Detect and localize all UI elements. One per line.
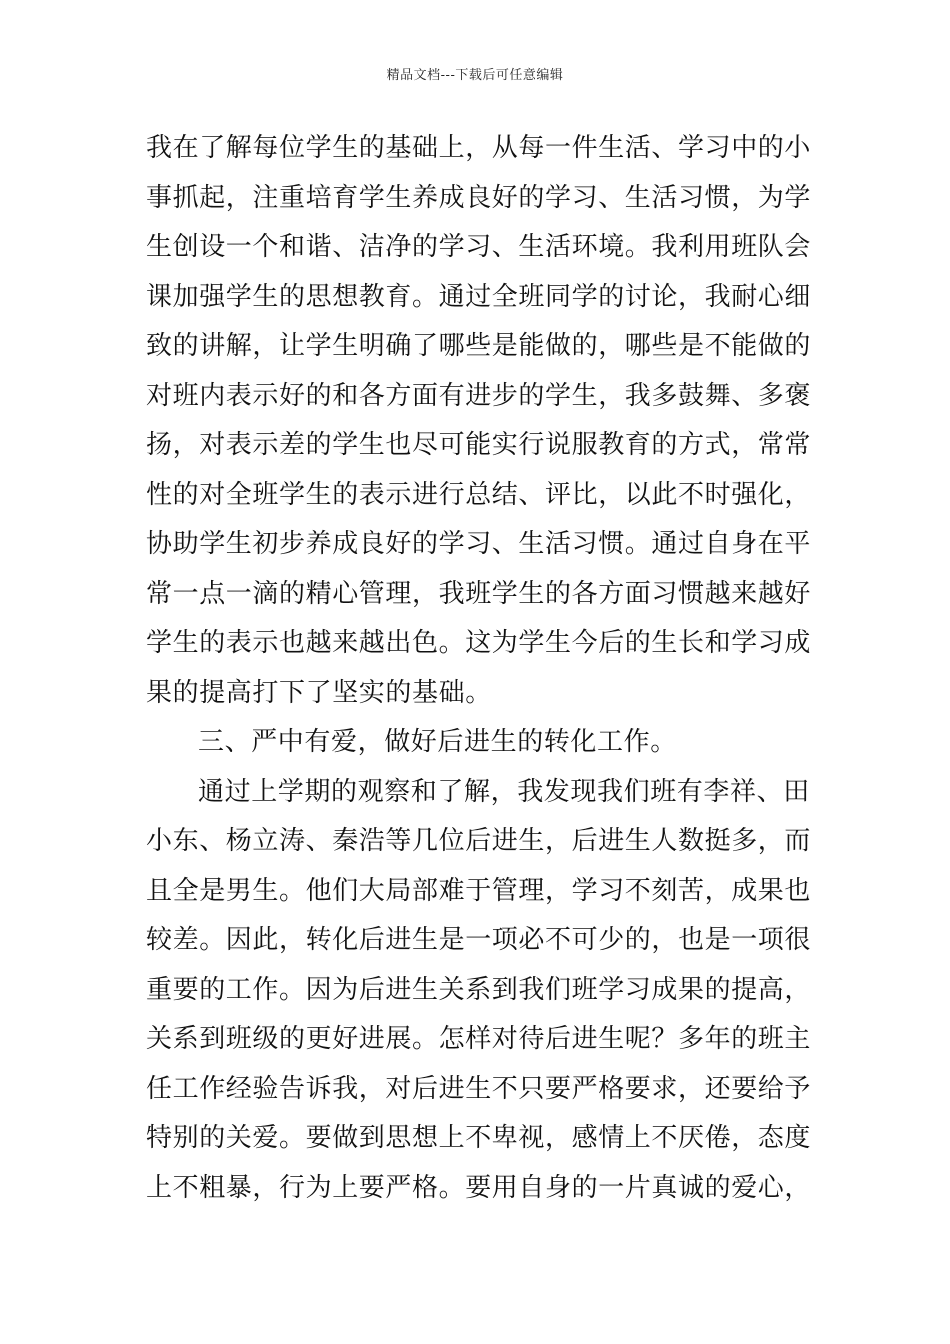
text-line: 生创设一个和谐、洁净的学习、生活环境。我利用班队会	[146, 232, 812, 262]
text-line: 事抓起，注重培育学生养成良好的学习、生活习惯，为学	[146, 182, 812, 213]
text-line: 且全是男生。他们大局部难于管理，学习不刻苦，成果也	[146, 875, 812, 906]
text-line: 致的讲解，让学生明确了哪些是能做的，哪些是不能做的	[146, 331, 812, 361]
section-heading: 三、严中有爱，做好后进生的转化工作。	[198, 727, 677, 757]
text-line: 关系到班级的更好进展。怎样对待后进生呢？多年的班主	[146, 1024, 812, 1054]
text-line: 学生的表示也越来越出色。这为学生今后的生长和学习成	[146, 628, 812, 658]
text-line: 课加强学生的思想教育。通过全班同学的讨论，我耐心细	[146, 281, 812, 312]
text-line: 较差。因此，转化后进生是一项必不可少的，也是一项很	[146, 925, 812, 955]
text-line: 果的提高打下了坚实的基础。	[146, 677, 492, 708]
text-line: 扬，对表示差的学生也尽可能实行说服教育的方式，常常	[146, 430, 812, 460]
text-line: 我在了解每位学生的基础上，从每一件生活、学习中的小	[146, 133, 812, 163]
text-line: 任工作经验告诉我，对后进生不只要严格要求，还要给予	[146, 1073, 812, 1104]
text-line: 小东、杨立涛、秦浩等几位后进生，后进生人数挺多，而	[146, 826, 812, 856]
text-line: 重要的工作。因为后进生关系到我们班学习成果的提高，	[146, 974, 812, 1005]
text-line: 对班内表示好的和各方面有进步的学生，我多鼓舞、多褒	[146, 380, 812, 411]
page-header: 精品文档---下载后可任意编辑	[386, 68, 564, 83]
text-line: 常一点一滴的精心管理，我班学生的各方面习惯越来越好	[146, 578, 812, 609]
text-line: 上不粗暴，行为上要严格。要用自身的一片真诚的爱心，	[146, 1172, 812, 1203]
body-text	[146, 124, 816, 1213]
text-line: 性的对全班学生的表示进行总结、评比，以此不时强化，	[146, 479, 812, 510]
paragraph-first-line: 通过上学期的观察和了解，我发现我们班有李祥、田	[198, 776, 810, 807]
text-line: 协助学生初步养成良好的学习、生活习惯。通过自身在平	[146, 529, 812, 559]
text-line: 特别的关爱。要做到思想上不卑视，感情上不厌倦，态度	[146, 1123, 812, 1153]
